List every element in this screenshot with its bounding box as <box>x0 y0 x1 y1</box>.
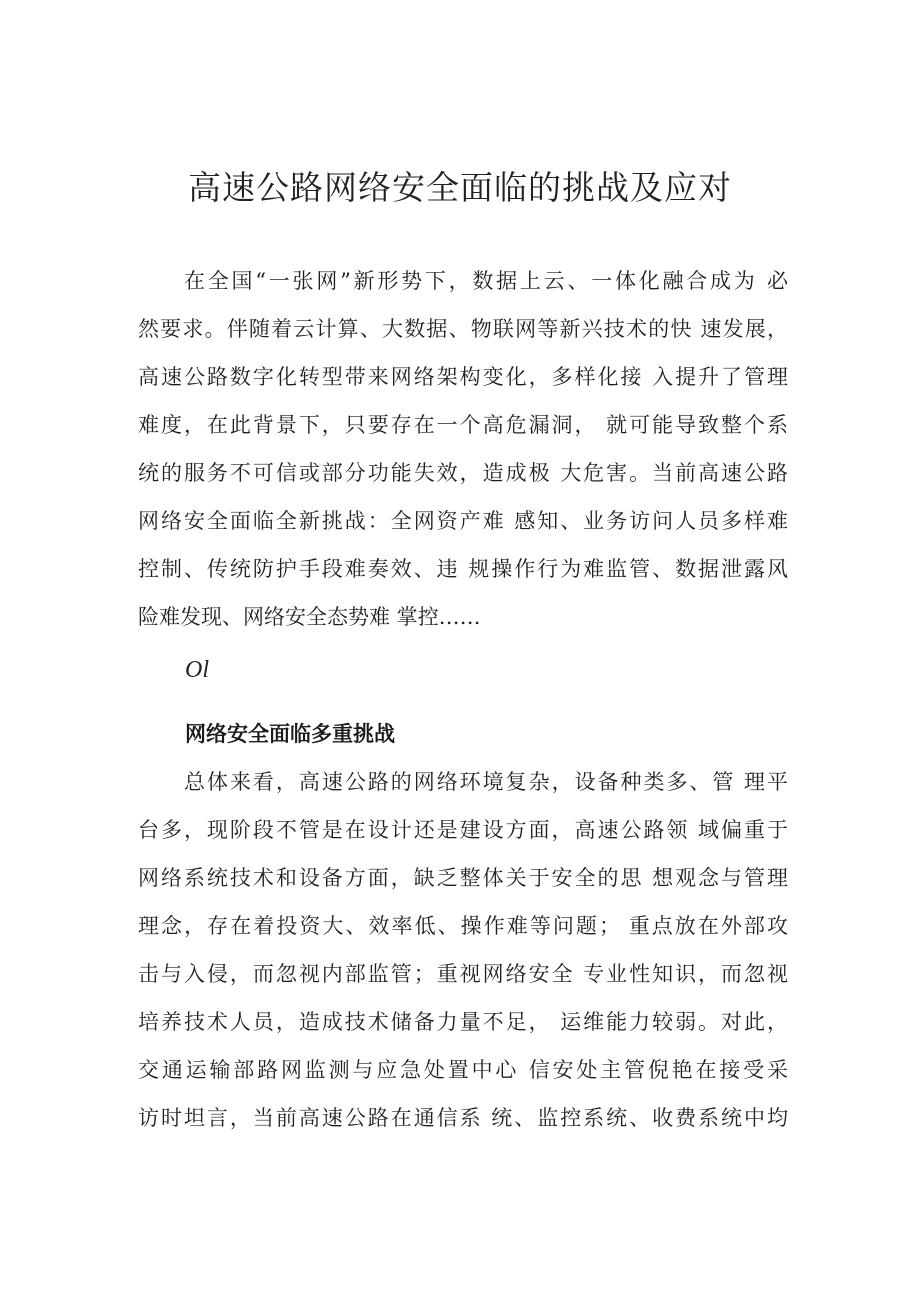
paragraph-line: 高速公路数字化转型带来网络架构变化，多样化接 入提升了管理 <box>138 365 788 389</box>
intro-paragraph <box>138 257 788 641</box>
section-number: Ol <box>185 657 209 683</box>
paragraph-line: 然要求。伴随着云计算、大数据、物联网等新兴技术的快 速发展， <box>138 317 788 341</box>
paragraph-line: 培养技术人员，造成技术储备力量不足， 运维能力较弱。对此， <box>138 1010 788 1034</box>
paragraph-line: 网络系统技术和设备方面，缺乏整体关于安全的思 想观念与管理 <box>138 866 788 890</box>
paragraph-line: 交通运输部路网监测与应急处置中心 信安处主管倪艳在接受采 <box>138 1058 788 1082</box>
paragraph-line: 网络安全面临全新挑战：全网资产难 感知、业务访问人员多样难 <box>138 509 788 533</box>
document-title: 高速公路网络安全面临的挑战及应对 <box>188 168 732 207</box>
paragraph-line: 总体来看，高速公路的网络环境复杂，设备种类多、管 理平 <box>184 770 788 794</box>
paragraph-line: 在全国“一张网”新形势下，数据上云、一体化融合成为 必 <box>184 269 788 293</box>
paragraph-line: 难度，在此背景下，只要存在一个高危漏洞， 就可能导致整个系 <box>138 413 788 437</box>
paragraph-line: 统的服务不可信或部分功能失效，造成极 大危害。当前高速公路 <box>138 461 788 485</box>
paragraph-line: 台多，现阶段不管是在设计还是建设方面，高速公路领 域偏重于 <box>138 818 788 842</box>
paragraph-line: 访时坦言，当前高速公路在通信系 统、监控系统、收费系统中均 <box>138 1106 788 1130</box>
paragraph-line: 击与入侵，而忽视内部监管；重视网络安全 专业性知识，而忽视 <box>138 962 788 986</box>
paragraph-line: 理念，存在着投资大、效率低、操作难等问题； 重点放在外部攻 <box>138 914 788 938</box>
paragraph-line: 控制、传统防护手段难奏效、违 规操作行为难监管、数据泄露风 <box>138 557 788 581</box>
paragraph-line: 险难发现、网络安全态势难 掌控…… <box>138 605 481 629</box>
section-heading: 网络安全面临多重挑战 <box>185 722 395 746</box>
section-paragraph <box>138 758 788 1142</box>
